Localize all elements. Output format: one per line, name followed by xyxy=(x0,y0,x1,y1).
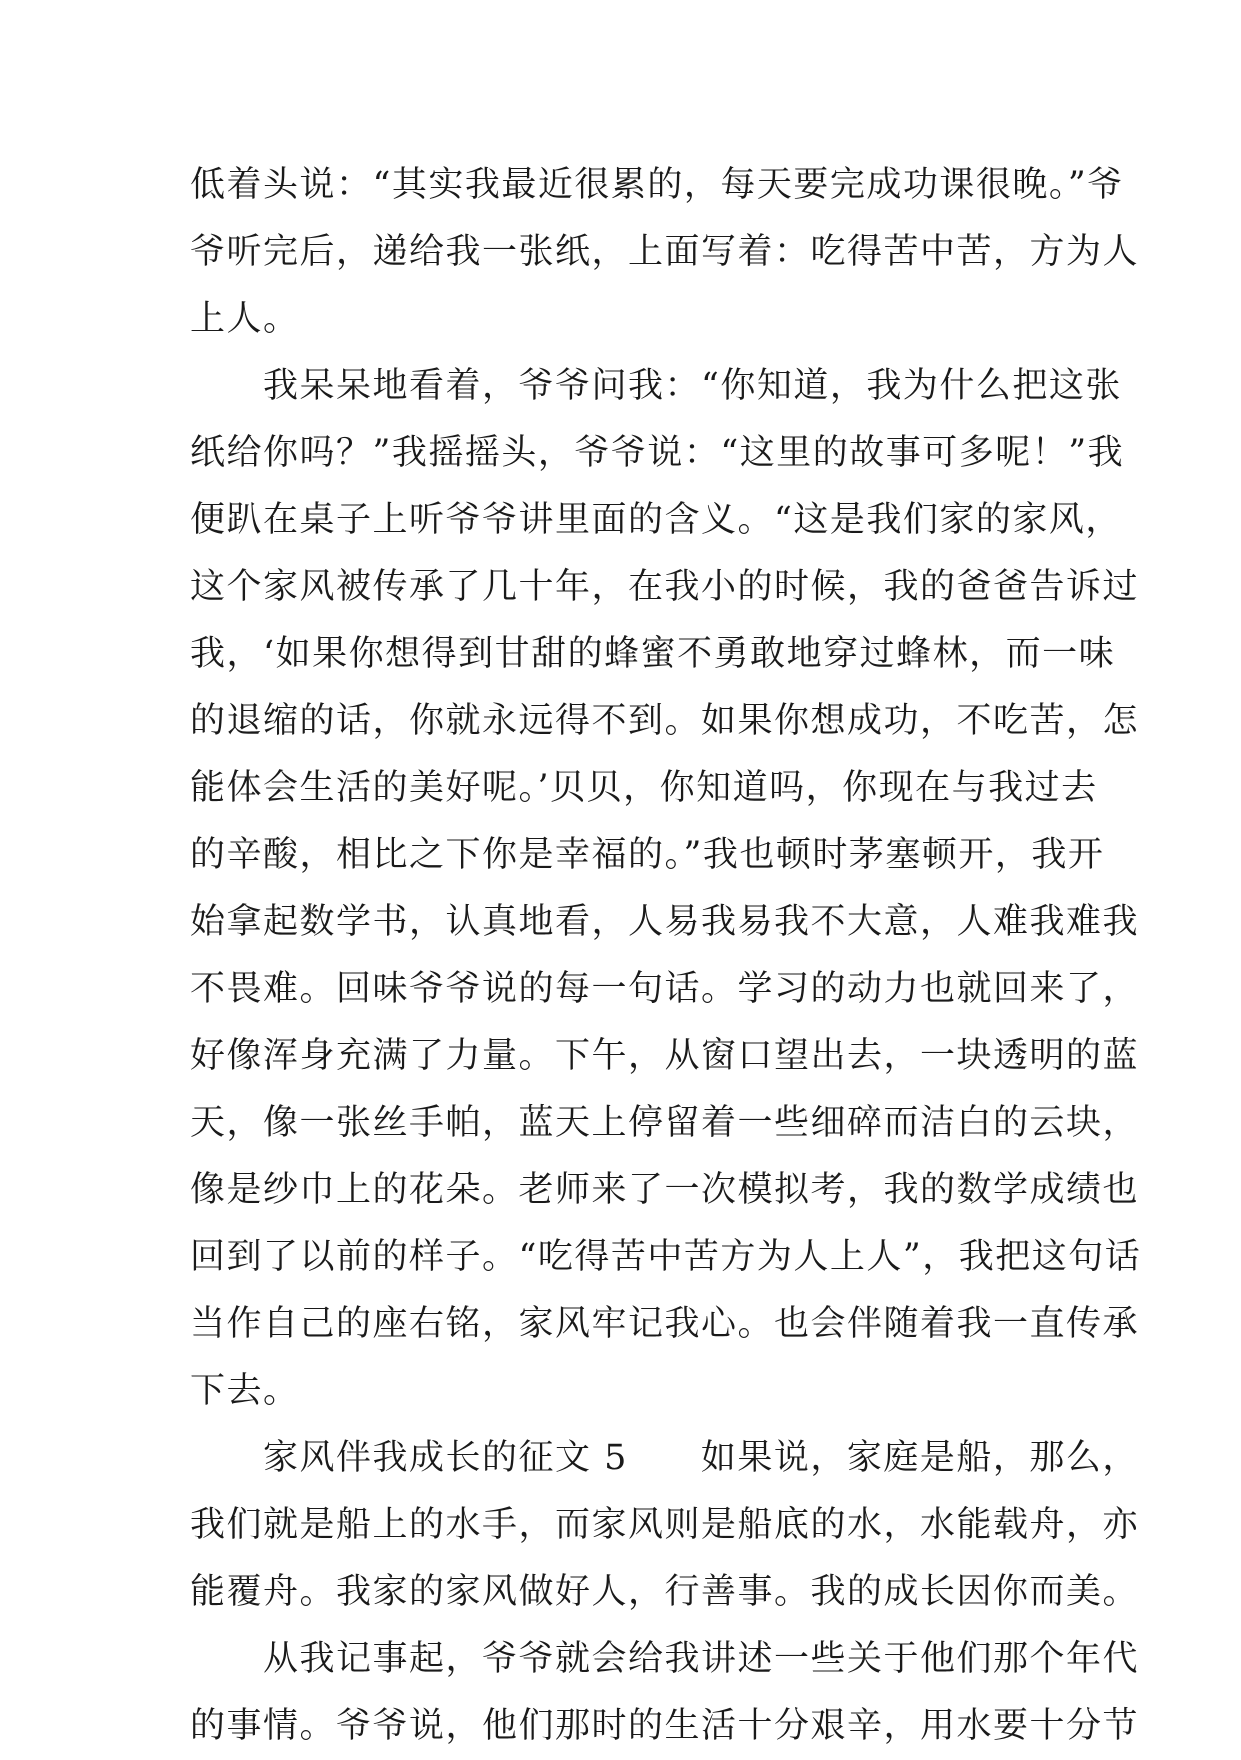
text-line: 好像浑身充满了力量。下午，从窗口望出去，一块透明的蓝 xyxy=(190,1036,1140,1076)
text-line: 始拿起数学书，认真地看，人易我易我不大意，人难我难我 xyxy=(190,902,1140,942)
text-line: 便趴在桌子上听爷爷讲里面的含义。“这是我们家的家风， xyxy=(190,500,1122,540)
text-line: 我，‘如果你想得到甘甜的蜂蜜不勇敢地穿过蜂林，而一味 xyxy=(190,634,1116,674)
text-line: 不畏难。回味爷爷说的每一句话。学习的动力也就回来了， xyxy=(190,969,1140,1009)
text-line: 纸给你吗？”我摇摇头，爷爷说：“这里的故事可多呢！”我 xyxy=(190,433,1125,473)
text-line: 这个家风被传承了几十年，在我小的时候，我的爸爸告诉过 xyxy=(190,567,1140,607)
text-line: 从我记事起，爷爷就会给我讲述一些关于他们那个年代 xyxy=(190,1639,1140,1679)
body-text xyxy=(190,152,1142,1760)
text-line: 家风伴我成长的征文 5 如果说，家庭是船，那么， xyxy=(190,1438,1139,1478)
text-line: 我们就是船上的水手，而家风则是船底的水，水能载舟，亦 xyxy=(190,1505,1140,1545)
text-line: 的退缩的话，你就永远得不到。如果你想成功，不吃苦，怎 xyxy=(190,701,1140,741)
text-line: 我呆呆地看着，爷爷问我：“你知道，我为什么把这张 xyxy=(190,366,1122,406)
text-line: 能体会生活的美好呢。’贝贝，你知道吗，你现在与我过去 xyxy=(190,768,1098,808)
text-line: 的辛酸，相比之下你是幸福的。”我也顿时茅塞顿开，我开 xyxy=(190,835,1105,875)
text-line: 能覆舟。我家的家风做好人，行善事。我的成长因你而美。 xyxy=(190,1572,1140,1612)
text-line: 低着头说：“其实我最近很累的，每天要完成功课很晚。”爷 xyxy=(190,165,1124,205)
text-line: 下去。 xyxy=(190,1371,300,1411)
text-line: 天，像一张丝手帕，蓝天上停留着一些细碎而洁白的云块， xyxy=(190,1103,1140,1143)
text-line: 上人。 xyxy=(190,299,300,339)
text-line: 像是纱巾上的花朵。老师来了一次模拟考，我的数学成绩也 xyxy=(190,1170,1140,1210)
text-line: 爷听完后，递给我一张纸，上面写着：吃得苦中苦，方为人 xyxy=(190,232,1140,272)
text-line: 当作自己的座右铭，家风牢记我心。也会伴随着我一直传承 xyxy=(190,1304,1140,1344)
text-line: 回到了以前的样子。“吃得苦中苦方为人上人”，我把这句话 xyxy=(190,1237,1142,1277)
text-line: 的事情。爷爷说，他们那时的生活十分艰辛，用水要十分节 xyxy=(190,1706,1140,1746)
